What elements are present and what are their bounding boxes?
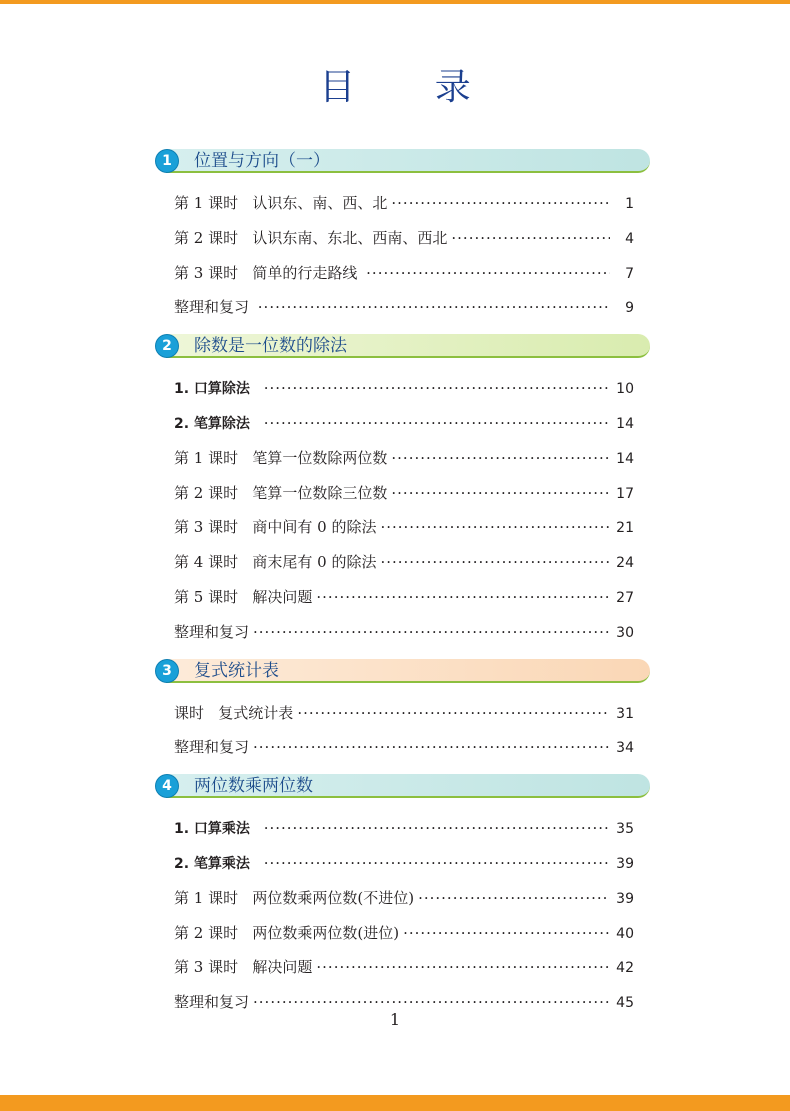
toc-section-row[interactable]: [156, 406, 650, 441]
toc-page-number: 40: [616, 925, 634, 942]
toc-entry-label: 第 1 课时 笔算一位数除两位数: [174, 448, 388, 467]
toc-page-number: 17: [616, 485, 634, 502]
toc-page-number: 30: [616, 624, 634, 641]
dot-leader: [418, 881, 610, 916]
dot-leader: [264, 811, 610, 846]
unit-title: 位置与方向（一）: [194, 151, 330, 171]
dot-leader: [258, 290, 610, 325]
toc-entry-label: 第 1 课时 两位数乘两位数(不进位): [174, 888, 415, 907]
toc-entry-label: 第 4 课时 商末尾有 0 的除法: [174, 553, 377, 572]
toc-page-number: 39: [616, 855, 634, 872]
toc-entry-label: 整理和复习: [174, 993, 250, 1012]
toc-page-number: 14: [616, 415, 634, 432]
toc-page-number: 24: [616, 555, 634, 572]
dot-leader: [391, 441, 610, 476]
toc-entry-label: 第 2 课时 笔算一位数除三位数: [174, 483, 388, 502]
toc-entry-label: 第 2 课时 两位数乘两位数(进位): [174, 923, 400, 942]
toc-entry-label: 第 3 课时 解决问题: [174, 958, 313, 977]
toc-entry-row[interactable]: [156, 186, 650, 221]
toc-entry-label: 第 3 课时 简单的行走路线: [174, 263, 363, 282]
toc-entry-label: 第 3 课时 商中间有 0 的除法: [174, 518, 377, 537]
toc-entry-row[interactable]: [156, 476, 650, 511]
toc-page-number: 4: [625, 230, 634, 247]
toc-section-row[interactable]: [156, 811, 650, 846]
top-orange-bar: [0, 0, 790, 4]
dot-leader: [264, 406, 610, 441]
toc-entry-label: 课时 复式统计表: [174, 703, 294, 722]
toc-entry-row[interactable]: [156, 881, 650, 916]
toc-entry-label: 2. 笔算乘法: [174, 855, 260, 872]
toc-entry-label: 第 5 课时 解决问题: [174, 587, 313, 606]
toc-page-number: 1: [625, 196, 634, 212]
toc-page-number: 27: [616, 589, 634, 606]
toc-page-number: 35: [616, 821, 634, 838]
dot-leader: [297, 696, 610, 731]
page-folio: 1: [389, 1010, 401, 1029]
toc-page-number: 14: [616, 450, 634, 467]
toc-entry-label: 整理和复习: [174, 298, 254, 317]
toc-entry-label: 2. 笔算除法: [174, 415, 260, 432]
table-of-contents: [156, 148, 650, 1020]
toc-entry-row[interactable]: [156, 916, 650, 951]
toc-entry-row[interactable]: [156, 615, 650, 650]
toc-page-number: 31: [616, 705, 634, 722]
toc-page-number: 45: [616, 995, 634, 1012]
unit-number-badge: 3: [156, 660, 178, 682]
dot-leader: [264, 846, 610, 881]
unit-number-badge: 2: [156, 335, 178, 357]
page-title: 目 录: [319, 67, 505, 108]
toc-page-number: 42: [616, 960, 634, 977]
dot-leader: [391, 186, 610, 221]
dot-leader: [380, 545, 610, 580]
toc-entry-row[interactable]: [156, 441, 650, 476]
toc-section-row[interactable]: [156, 846, 650, 881]
unit-header[interactable]: [156, 773, 650, 799]
toc-page-number: 21: [616, 520, 634, 537]
toc-entry-label: 整理和复习: [174, 622, 250, 641]
toc-entry-row[interactable]: [156, 545, 650, 580]
toc-entry-row[interactable]: [156, 510, 650, 545]
toc-entry-row[interactable]: [156, 290, 650, 325]
toc-entry-row[interactable]: [156, 256, 650, 291]
unit-number-badge: 4: [156, 775, 178, 797]
dot-leader: [253, 615, 610, 650]
toc-page-number: 39: [616, 890, 634, 907]
dot-leader: [264, 371, 610, 406]
toc-entry-row[interactable]: [156, 221, 650, 256]
toc-entry-row[interactable]: [156, 730, 650, 765]
toc-page-number: 7: [625, 265, 634, 282]
dot-leader: [451, 221, 610, 256]
unit-header[interactable]: [156, 148, 650, 174]
toc-entry-label: 整理和复习: [174, 738, 250, 757]
unit-title: 复式统计表: [194, 660, 279, 681]
toc-entry-row[interactable]: [156, 696, 650, 731]
toc-section-row[interactable]: [156, 371, 650, 406]
toc-entry-row[interactable]: [156, 950, 650, 985]
dot-leader: [316, 950, 610, 985]
toc-entry-label: 1. 口算乘法: [174, 821, 260, 838]
toc-entry-row[interactable]: [156, 580, 650, 615]
unit-number-badge: 1: [156, 150, 178, 172]
dot-leader: [403, 916, 610, 951]
toc-entry-label: 第 1 课时 认识东、南、西、北: [174, 194, 388, 212]
toc-page-number: 34: [616, 740, 634, 757]
dot-leader: [380, 510, 610, 545]
dot-leader: [316, 580, 610, 615]
unit-title: 除数是一位数的除法: [194, 336, 347, 357]
dot-leader: [366, 256, 610, 291]
unit-title: 两位数乘两位数: [194, 776, 313, 797]
dot-leader: [253, 730, 610, 765]
dot-leader: [391, 476, 610, 511]
bottom-orange-bar: [0, 1095, 790, 1111]
toc-page-number: 9: [625, 300, 634, 317]
unit-header[interactable]: [156, 658, 650, 684]
toc-page-number: 10: [616, 381, 634, 398]
unit-header[interactable]: [156, 333, 650, 359]
toc-entry-label: 第 2 课时 认识东南、东北、西南、西北: [174, 228, 448, 247]
toc-entry-label: 1. 口算除法: [174, 381, 260, 398]
